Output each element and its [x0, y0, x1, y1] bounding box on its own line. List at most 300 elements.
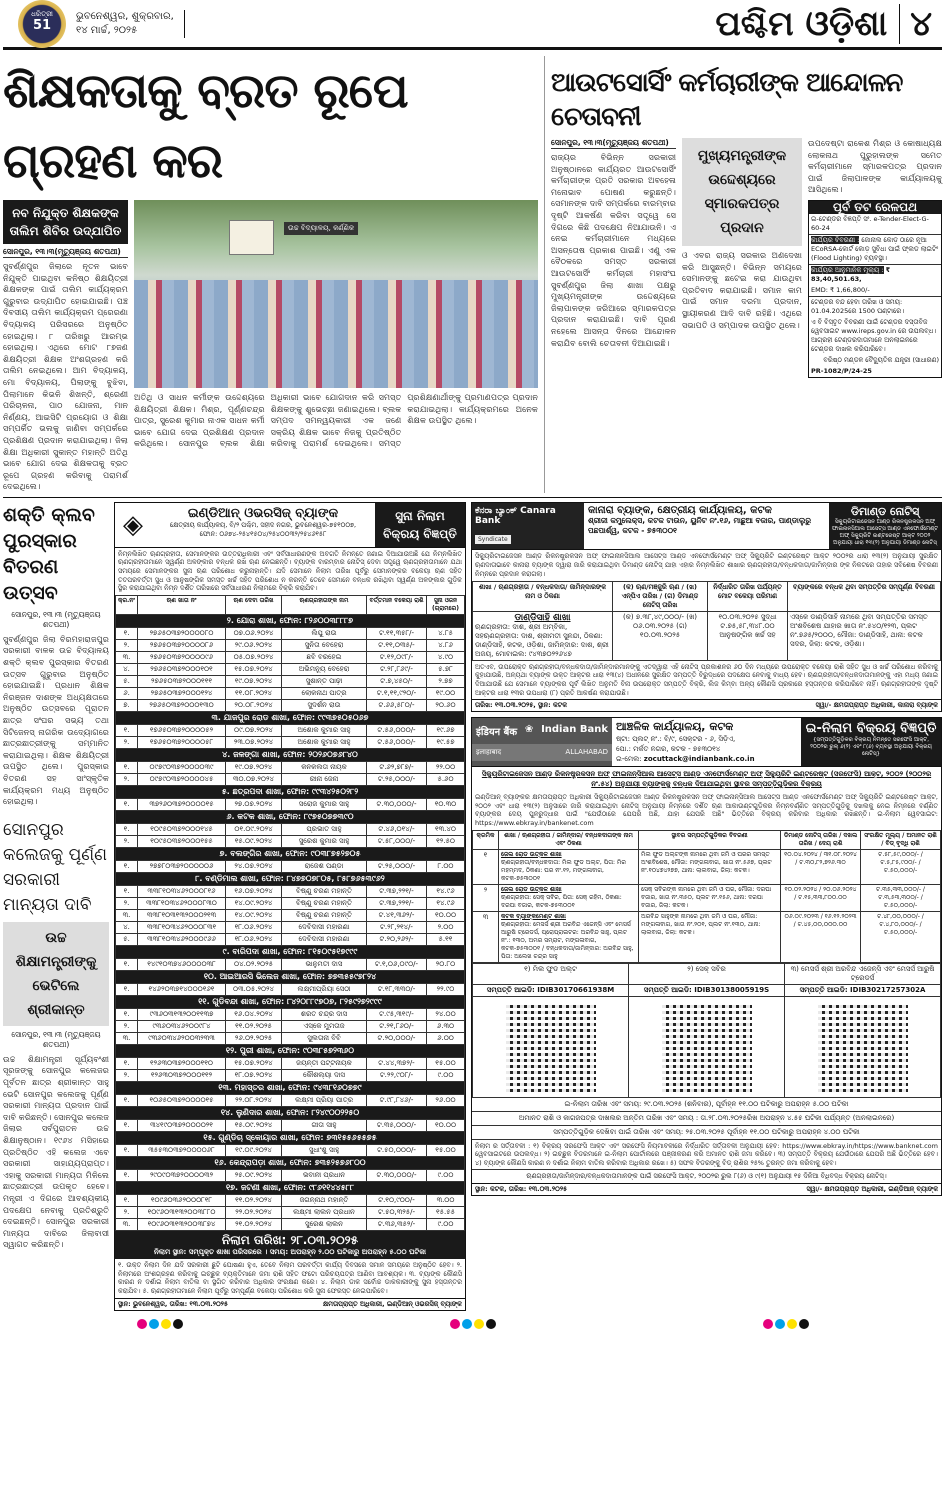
- table-cell: ୯.୦୦: [427, 1169, 465, 1181]
- table-row: [116, 983, 465, 995]
- e-auction-time: ଇ-ନିଲାମ ତାରିଖ ଏବଂ ସମୟ: ୨୯.୦୩.୨୦୨୫ (ଶନିବାର), ପୂର୍ବାହ୍ନ ୧୧.୦୦ ଘଟିକାରୁ ଅପରାହ୍ନ ୫.୦୦ ଘଟିକା: [472, 1098, 941, 1112]
- column-header: କ୍ର.ନଂ: [116, 595, 138, 614]
- table-cell: ଟ.୩୭,୨୨୧/-: [367, 897, 427, 909]
- table-cell: ଅଶୋକ କୁମାର ସାହୁ: [282, 724, 367, 736]
- table-row: [473, 849, 941, 884]
- indian-bank-email[interactable]: zocuttack@indianbank.co.in: [643, 755, 755, 764]
- branch-title: ୫. ଛତ୍ରପଦା ଶାଖା, ଫୋନ: ୯୯୩୪୨୫୦୨୮୨: [116, 785, 465, 798]
- cost-label: କାର୍ଯ୍ୟର ଆନୁମାନିକ ମୂଲ୍ୟ :: [811, 265, 884, 274]
- story-2-headline: ଆଉଟସୋର୍ସିଂ କର୍ମଚାରୀଙ୍କ ଆନ୍ଦୋଳନ ଚେତାବନୀ: [551, 68, 903, 132]
- table-cell: ୧୬.୦୭.୨୦୨୪: [226, 885, 282, 897]
- table-cell: ୧୩.୪୦: [427, 823, 465, 835]
- table-row: [116, 897, 465, 909]
- table-cell: ଗୀତା ସାହୁ: [282, 1119, 367, 1131]
- table-row: [116, 958, 465, 970]
- table-cell: ୧.: [116, 1057, 138, 1069]
- canara-branch: ଡାଣ୍ଡିସାହି ଶାଖା: [514, 612, 571, 623]
- canara-notice-sub: ସିକ୍ୟୁରିଟାଇଜେସନ ଆଣ୍ଡ ରିକନଷ୍ଟ୍ରକସନ ଅଫ୍ ଫାଇନାନସିଆଲ ଆସେଟ୍ସ ଆଣ୍ଡ ଏନଫୋର୍ସମେଣ୍ଟ ଅଫ୍ ସିକ୍ୟୁରିଟି ଇଣ୍ଟରେଷ୍ଟ ଆକ୍ଟ ୨୦୦୨ ଅନୁଯାୟୀ ଧାରା ୧୩(୨) ଅନୁଯାୟୀ ଡିମାଣ୍ଡ ନୋଟିସ୍: [831, 518, 939, 546]
- canara-borrower: ଋଣଗ୍ରହୀତା: ଦାଶ, ଶ୍ରୀ ଅମ୍ବିକା, ସହଋଣଗ୍ରହୀତା: ଦାଶ, ଶ୍ରୀମତୀ ସୁନନ୍ଦା, ଠିକଣା: ଡାଣ୍ଡିସାହି, କଟକ, ଓଡ଼ିଶା, ଜାମିନ୍‌ଦାର: ଦାଶ, ଶ୍ରୀ ଅଜୟ, ମୋବାଇଲ: ୯୪୩୭୦୨୨୬୪୭: [475, 622, 609, 658]
- story-1-body: ସୁବର୍ଣ୍ଣପୁର ଜିଲାରେ ନୂତନ ଭାବେ ନିଯୁକ୍ତି ପାଇଥିବା କନିଷ୍ଠ ଶିକ୍ଷୟିତ୍ରୀ ଶିକ୍ଷକଙ୍କ ପାଇଁ ତାଲିମ କାର୍ଯ୍ୟକ୍ରମ ଗୁରୁବାର ଉଦ୍‌ଯାପିତ ହୋଇଯାଇଛି। ପଞ୍ଚ ଦିବସୀୟ ତାଲିମ କାର୍ଯ୍ୟକ୍ରମ ପ୍ରେରଣା ବିଦ୍ୟାଳୟ ପରିସରରେ ଅନୁଷ୍ଠିତ ହୋଇଥିଲା। ୮ ତାରିଖରୁ ଆରମ୍ଭ ହୋଇଥିଲା। ଏଥିରେ ମୋଟ ୮୭ଜଣ ଶିକ୍ଷୟିତ୍ରୀ ଶିକ୍ଷକ ଅଂଶଗ୍ରହଣ କରି ତାଲିମ ନେଇଥିଲେ। ଆମ ବିଦ୍ୟାଳୟ, ମୋ ବିଦ୍ୟାଳୟ, ପିଲାଙ୍କୁ ବୁଝିବା, ପିଲାମାନେ କିଭଳି ଶିଖନ୍ତି, ଶ୍ରେଣୀ ପରିଚାଳନା, ପାଠ ଯୋଜନା, ମାନ ନିର୍ଣ୍ଣୟ, ଆଇସିଟି ପ୍ରୟୋଗ ଓ ଶିକ୍ଷା ସମ୍ପର୍କିତ ଭଲକୁ ଜାଣିବା ସମ୍ପର୍କରେ ପ୍ରଶିକ୍ଷଣ ପ୍ରଦାନ କରାଯାଇଥିଲା। ଜିଲା ଶିକ୍ଷା ଅଧିକାରୀ ସୁକାନ୍ତ ମହାନ୍ତି ଅତିଥି ଭାବେ ଯୋଗ ଦେଇ ଶିକ୍ଷକତାକୁ ବ୍ରତ ରୂପେ ଗ୍ରହଣ କରିବାକୁ ପରାମର୍ଶ ଦେଇଥିଲେ।: [3, 261, 128, 492]
- table-cell: ଟ.୨୦,୦୦୦/-: [367, 1032, 427, 1044]
- indian-bank-logo-hindi: इंडियन बैंक: [476, 727, 518, 739]
- iob-address: କ୍ଷେତ୍ରୀୟ କାର୍ଯ୍ୟାଳୟ, ବି/୨ ପଶ୍ଚିମ, ସହୀଦ ନଗର, ଭୁବନେଶ୍ୱର-୭୫୧୦୦୭,: [169, 520, 357, 529]
- table-row: [116, 724, 465, 736]
- table-cell: ଶରତ ଚନ୍ଦ୍ର ଦାସ: [282, 1008, 367, 1020]
- qr-label: ୧) ମିଲ ଫୁଡ ଅଲ୍ଟ: [473, 963, 629, 984]
- table-cell: ୨.: [116, 773, 138, 785]
- story-2-body: ରାଜ୍ୟର ବିଭିନ୍ନ ସରକାରୀ ଅନୁଷ୍ଠାନରେ କାର୍ଯ୍ୟରତ ଆଉଟସୋର୍ସିଂ କର୍ମଚାରୀଙ୍କ ପ୍ରତି ସରକାର ଅବହେଳା ମନୋଭାବ ପୋଷଣ କରୁଛନ୍ତି। ସେମାନଙ୍କ ଦାବି ସମ୍ପର୍କରେ ବାରମ୍ବାର ଦୃଷ୍ଟି ଆକର୍ଷଣ କରିବା ସତ୍ତ୍ୱେ ସେ ଦିଗରେ କିଛି ପଦକ୍ଷେପ ନିଆଯାଉନି। ଏ ନେଇ କର୍ମଚାରୀମାନେ ମଧ୍ୟରେ ଅସନ୍ତୋଷ ପ୍ରକାଶ ପାଇଛି। ଏଣୁ ଏକ ବୈଠକରେ ସମସ୍ତ ସରକାରୀ ଆଉଟସୋର୍ସିଂ କର୍ମଚାରୀ ମହାସଂଘ ସୁବର୍ଣ୍ଣପୁର ଜିଲା ଶାଖା ପକ୍ଷରୁ ମୁଖ୍ୟମନ୍ତ୍ରୀଙ୍କ ଉଦ୍ଦେଶ୍ୟରେ ଜିଲାପାଳଙ୍କ ଜରିଆରେ ସ୍ମାରକପତ୍ର ପ୍ରଦାନ କରାଯାଇଛି। ଦାବି ପୂରଣ ନହେଲେ ଆସନ୍ତା ଦିନରେ ଆନ୍ଦୋଳନ କରାଯିବ ବୋଲି ଚେତାବନୀ ଦିଆଯାଇଛି।: [551, 152, 676, 348]
- table-cell: ୨.: [116, 835, 138, 847]
- table-row: [116, 1169, 465, 1181]
- table-cell: ୫.୬୦: [427, 773, 465, 785]
- railway-ref: PR-1082/P/24-25: [811, 366, 872, 375]
- table-cell: ୨୨.୦୦: [427, 761, 465, 773]
- story-2-body-continued: ଓ ଏବର ରାଜ୍ୟ ସରକାର ଅଣଦେଖା କରି ଆସୁଛନ୍ତି। ବିଭିନ୍ନ ସମୟରେ ସେମାନଙ୍କୁ ଛଟେଇ କରା ଯାଉଥିବା ପ୍ରତିବାଦ କରାଯାଇଛି। ସମାନ କାମ ପାଇଁ ସମାନ ଦରମା ପ୍ରଦାନ, ସ୍ଥାୟୀକରଣ ଆଦି ଦାବି ରହିଛି। ଏଥିରେ ସଭାପତି ଓ ସମ୍ପାଦକ ଉପସ୍ଥିତ ଥିଲେ।: [682, 250, 802, 330]
- table-cell: ୨୦.୬୦: [427, 699, 465, 711]
- property-details: ମିଲ ଫୁଡ ଅଲ୍ଟଙ୍କ ନାମରେ ଥିବା ଜମି ଓ ଘରର ସମସ୍ତ ଅଂଶବିଶେଷ, ମୌଜା: ମଙ୍ଗଳାବାଗ, ଖାତା ନଂ.୫୬୭, ପ୍ଲଟ ନଂ.୧୦୪୭୪୨୭୭, ଥାନା: ଲାଲବାଗ, ଜିଲା: କଟକ।: [639, 849, 781, 884]
- column-header: ବ୍ୟାଙ୍କରେ ବନ୍ଧକ ଥିବା ସମ୍ପତ୍ତିର ସମ୍ପୂର୍ଣ୍ଣ ବିବରଣୀ: [788, 581, 941, 611]
- indian-bank-notice-title: ଇ-ନିଲାମ ବିକ୍ରୟ ବିଜ୍ଞପ୍ତି: [805, 721, 937, 737]
- column-header: କ୍ରମିକ: [473, 830, 499, 849]
- property-details: ସେକ୍ ସବିରଙ୍କ ନାମରେ ଥିବା ଜମି ଓ ଘର, ମୌଜା: ଦରଘା ବଜାର, ଖାତା ନଂ.୩୫୦, ପ୍ଲଟ ନଂ.୧୫୬, ଥାନା: ଦରଘା ବଜାର, ଜିଲା: କଟକ।: [639, 884, 781, 911]
- registration-dots: [449, 1314, 497, 1333]
- story-4-headline: ସୋନପୁର କଲେଜକୁ ପୂର୍ଣ୍ଣ ସରକାରୀ ମାନ୍ୟତା ଦାବି: [3, 819, 108, 915]
- table-cell: ୨୨.୯୦: [427, 983, 465, 995]
- table-row: [116, 699, 465, 711]
- demand-details: ୦୬.୦୯.୨୦୨୩ / ୧୬.୧୨.୨୦୨୩ / ଟ.୪୫,୦୦,୦୦୦.୦୦: [781, 911, 861, 962]
- logo-text: ଧରିତ୍ରୀ: [31, 9, 53, 18]
- table-cell: ୨୭୬୫୦୩୭୨୦୦୦୧୩୦: [138, 699, 226, 711]
- canara-dues: ୧୦.୦୩.୨୦୨୫ ସୁଦ୍ଧା ଟ.୭୫,୫୮,୩୪୮.୦୦ ଆନୁଷଙ୍ଗିକ ଖର୍ଚ୍ଚ ସହ: [708, 611, 788, 660]
- canara-notice-title: ଡିମାଣ୍ଡ ନୋଟିସ୍: [850, 504, 920, 518]
- table-cell: ୧୫.୦୦: [427, 1057, 465, 1069]
- table-cell: ୪.୮୫: [427, 627, 465, 639]
- table-cell: ଟ.୩୦,୦୦୦/-: [367, 798, 427, 810]
- table-cell: ଟ.୪୬,୦୧୪/-: [367, 823, 427, 835]
- iob-auction-table: [115, 595, 465, 1231]
- table-cell: ଟ.୨୮,୨୧୪/-: [367, 921, 427, 933]
- registration-dots: [762, 1314, 810, 1333]
- table-cell: ୯.୦୦: [427, 1069, 465, 1081]
- registration-dots: [136, 1314, 184, 1333]
- branch-title: ୩. ଯାଜପୁର ରୋଡ ଶାଖା, ଫୋନ: ୯୯୩୭୫୦୫୦୬୭: [116, 711, 465, 724]
- canara-date: ତାରିଖ: ୧୩.୦୩.୨୦୨୫, ସ୍ଥାନ: କଟକ: [475, 701, 568, 710]
- table-cell: ୧.: [116, 983, 138, 995]
- table-cell: ସୁରେଶ ଲାଲନ: [282, 1218, 367, 1230]
- closing-date: ଟେଣ୍ଡର ବନ୍ଦ ହେବା ତାରିଖ ଓ ସମୟ: 01.04.2025ରେ 1500 ଘଣ୍ଟାରେ।: [809, 296, 941, 317]
- table-cell: ୨୯୦୯୦୩୭୨୦୦୦୦୩୨: [138, 1169, 226, 1181]
- table-cell: ଟ.୫୮,୦୦୦/-: [367, 835, 427, 847]
- table-cell: ଛବି ବରହେଇ: [282, 651, 367, 663]
- table-cell: ୨.: [116, 1069, 138, 1081]
- reserve-price: ଟ.୫୮,୫୯,୦୦୦/- / ଟ.୫,୮୫,୯୦୦/- / ଟ.୫୦,୦୦୦/-: [861, 849, 941, 884]
- story-3-headline: ଶକ୍ତି କ୍ଲବ ପୁରସ୍କାର ବିତରଣ ଉତ୍ସବ: [3, 503, 95, 604]
- table-cell: ୧.: [116, 823, 138, 835]
- demand-details: ୧୦.୦୪.୨୦୨୪ / ୩୧.୦୮.୨୦୨୪ / ଟ.୩୦,୮୨,୭୨୬.୩୦: [781, 849, 861, 884]
- column-header: ଋଣଗ୍ରହୀତାଙ୍କ ନାମ: [282, 595, 367, 614]
- table-cell: ୧୧.୦୨.୨୦୨୫: [226, 1020, 282, 1032]
- table-cell: ଟ.୩୦,୦୦୦/-: [367, 1169, 427, 1181]
- story-4-subhead: ଉଚ୍ଚ ଶିକ୍ଷାମନ୍ତ୍ରୀଙ୍କୁ ଭେଟିଲେ ଶ୍ରୀକାନ୍ତ: [3, 922, 109, 1026]
- table-cell: ରୀନା ଜେନା: [282, 773, 367, 785]
- table-cell: ୧୧.୦୮.୨୦୨୪: [226, 687, 282, 699]
- table-cell: ୧୨୬୩୦୩୭୨୦୦୦୧୧୦: [138, 1057, 226, 1069]
- table-cell: ୨୧.୦୨.୨୦୨୪: [226, 1218, 282, 1230]
- branch-section-header: [116, 785, 465, 798]
- table-cell: ୧୪୬୨୦୩୭୧୪୦୦୦୧୬୧: [138, 983, 226, 995]
- canara-intro: ସିକ୍ୟୁରିଟାଇଜେସନ ଆଣ୍ଡ ରିକନଷ୍ଟ୍ରକସନ ଅଫ୍ ଫାଇନାନସିଆଲ ଆସେଟ୍ସ ଆଣ୍ଡ ଏନଫୋର୍ସମେଣ୍ଟ ଅଫ୍ ସିକ୍ୟୁରିଟି ଇଣ୍ଟରେଷ୍ଟ ଆକ୍ଟ ୨୦୦୨ର ଧାରା ୧୩(୨) ଅନୁଯାୟୀ ସୁରକ୍ଷିତ ଋଣଦାତାଭାବେ କାନାରା ବ୍ୟାଙ୍କ ଦ୍ୱାରା ଜାରି କରାଯାଇଥିବା ଡିମାଣ୍ଡ ନୋଟିସ୍ ଯାହା ଏହାର ନିମ୍ନଲିଖିତ ଶାଖାର ଋଣଗ୍ରହୀତା/ବନ୍ଧକଦାତା/ଜାମିନ୍‌ଦାର ଙ୍କ ନିକଟରେ ତାହାର ସବିଶେଷ ବିବରଣୀ ନିମ୍ନରେ ପ୍ରଦାନ କରାଗଲା।: [475, 551, 938, 578]
- table-cell: ଲକ୍ଷ୍ମୀ ଲାଲନ ପ୍ରଧାନ: [282, 1206, 367, 1218]
- table-cell: ୩୩୮୧୦୩୧୩୨୦୦୦୨୧୩: [138, 909, 226, 921]
- branch-title: ୯. ବାରିପଦା ଶାଖା, ଫୋନ: ୮୧୫୦୯୫୧୭୯୯୯: [116, 945, 465, 958]
- table-row: [116, 798, 465, 810]
- canara-loan: (କ) ୭.୩୮,୪୯,୦୦୦/- (ଖ) ୦୬.୦୩.୨୦୨୫ (ଗ) ୧୦.୦୩.୨୦୨୫: [613, 611, 708, 660]
- table-row: [116, 736, 465, 748]
- table-row: [116, 860, 465, 872]
- indian-bank-property-table: [472, 830, 941, 963]
- tender-number: ଇ-ଟେଣ୍ଡର ବିଜ୍ଞପ୍ତି ସଂ. e-Tender-Elect-G-60-24: [809, 214, 941, 235]
- table-cell: ୧୯.୦୭.୨୦୨୪: [226, 761, 282, 773]
- table-cell: ୧.: [116, 1169, 138, 1181]
- table-cell: ସୁଧାଂଶୁ ସାହୁ: [282, 1144, 367, 1156]
- table-row: [116, 1119, 465, 1131]
- table-cell: କୌଶଲ୍ୟା ଦାସ: [282, 1069, 367, 1081]
- branch-section-header: [116, 1044, 465, 1057]
- table-cell: ୧୯.୦୯.୨୦୨୪: [226, 1144, 282, 1156]
- table-cell: ୧୪.୯୬: [427, 885, 465, 897]
- table-cell: ୨.୭୭: [427, 675, 465, 687]
- branch-section-header: [116, 1106, 465, 1119]
- table-row: [116, 639, 465, 651]
- table-cell: ୨୭୭୮୦୩୭୨୦୦୦୦୦୬: [138, 860, 226, 872]
- branch-section-header: [116, 1156, 465, 1169]
- property-id: ସମ୍ପତ୍ତି ଆଇଡି: IDIB30217257302A: [785, 984, 941, 996]
- table-cell: ୦୫.୦୭.୨୦୨୪: [226, 651, 282, 663]
- table-cell: ଟ.୩୫,୦୦୦/-: [367, 1119, 427, 1131]
- table-cell: ଟ.୬୨,୭୮୭/-: [367, 761, 427, 773]
- email-label: ଇ-ମେଲ:: [616, 755, 642, 764]
- table-cell: ଅଭିମନ୍ୟୁ ବେହେରା: [282, 663, 367, 675]
- railway-title: ପୂର୍ବ ତଟ ରେଳପଥ: [809, 201, 941, 214]
- story-1-headline: ଶିକ୍ଷକତାକୁ ବ୍ରତ ରୂପେ ଗ୍ରହଣ କର: [3, 63, 408, 189]
- borrower-details: ଋଣଗ୍ରହୀତା: ସେକ୍ ସବିର, ପିତା: ସେକ୍ ରହିମ, ଠିକଣା: ଦରଘା ବଜାର, କଟକ-୭୫୩୦୦୧: [501, 893, 622, 909]
- borrower-cell: [499, 849, 639, 884]
- iob-auction-date: ନିଲାମ ତାରିଖ: ୨୮.୦୩.୨୦୨୫: [221, 1232, 359, 1247]
- table-row: [116, 1144, 465, 1156]
- indian-bank-notice-sub: {ସମ୍ପତ୍ତିଗୁଡ଼ିକର ବିକ୍ରୟ ନିମନ୍ତେ ସରଫେସି ଆକ୍ଟ, ୨୦୦୨ର ରୁଲ୍ ୬(୨) ଏବଂ ୮(୬) ବ୍ୟବସ୍ଥା ଅନୁଯାୟୀ ବିକ୍ରୟ ନୋଟିସ୍}: [810, 737, 932, 758]
- table-row: [116, 1057, 465, 1069]
- table-cell: ସୁରେଶ କୁମାର ସାହୁ: [282, 835, 367, 847]
- branch-title: ୧୩. ମହାସ୍ତର ଶାଖା, ଫୋନ: ୯୪୩୮୧୬୦୭୭୯: [116, 1081, 465, 1094]
- table-cell: ୧୯.୦୦: [427, 687, 465, 699]
- railway-body: ଏ ବି ବିସ୍ତୃତ ବିବରଣୀ ପାଇଁ ଟେଣ୍ଡର ଦସ୍ତାବିଜ ୱେବସାଇଟ www.ireps.gov.in ରେ ଉପଲବ୍ଧ। ଆଗ୍ରହୀ ଟେଣ୍ଡରଦାତାମାନେ ଅନଲାଇନରେ ଟେଣ୍ଡର ଦାଖଲ କରିପାରିବେ।: [811, 317, 937, 353]
- table-cell: ୧.: [116, 1008, 138, 1020]
- table-cell: ରାଜେଶ ପଣ୍ଡା: [282, 860, 367, 872]
- table-cell: ୧୪୯୧୦୩୭୪୬୦୦୦୦୩୮: [138, 958, 226, 970]
- iob-signature: କ୍ଷମତାପ୍ରାପ୍ତ ଅଧିକାରୀ, ଇଣ୍ଡିଆନ୍ ଓଭରସିଜ୍ ବ୍ୟାଙ୍କ: [322, 1300, 462, 1309]
- table-cell: ଲୋକନାଥ ପାତ୍ର: [282, 687, 367, 699]
- table-cell: ଦେବିଦାସୀ ମହାରଣା: [282, 933, 367, 945]
- table-cell: ଟ.୧୧,୦୩୫/-: [367, 639, 427, 651]
- property-id: ସମ୍ପତ୍ତି ଆଇଡି: IDIB30138005919S: [629, 984, 785, 996]
- table-cell: ୨୯.୦୬.୨୦୨୪: [226, 639, 282, 651]
- story-4-body: ଉଚ୍ଚ ଶିକ୍ଷାମନ୍ତ୍ରୀ ସୂର୍ଯ୍ୟବଂଶୀ ସୂରଜଙ୍କୁ ସୋନପୁର କଲେଜର ପୂର୍ବତନ ଛାତ୍ର ଶ୍ରୀକାନ୍ତ ସାହୁ ଭେଟି ସୋନପୁର କଲେଜକୁ ପୂର୍ଣ୍ଣ ସରକାରୀ ମାନ୍ୟତା ପ୍ରଦାନ ପାଇଁ ଦାବି କରିଛନ୍ତି। ସୋନପୁର କଲେଜ ଜିଲାର ସର୍ବପୁରାତନ ଉଚ୍ଚ ଶିକ୍ଷାନୁଷ୍ଠାନ। ୧୯୬୪ ମସିହାରେ ପ୍ରତିଷ୍ଠିତ ଏହି କଲେଜ ଏବେ ସରକାରୀ ସାହାଯ୍ୟପ୍ରାପ୍ତ। ଏହାକୁ ସରକାରୀ ମାନ୍ୟତା ମିଳିଲେ ଛାତ୍ରଛାତ୍ରୀ ଉପକୃତ ହେବେ। ମନ୍ତ୍ରୀ ଏ ଦିଗରେ ଆବଶ୍ୟକୀୟ ପଦକ୍ଷେପ ନେବାକୁ ପ୍ରତିଶ୍ରୁତି ଦେଇଛନ୍ତି। ସୋନପୁର ସରକାରୀ ମାନ୍ୟତା ଦାବିରେ ଜିଲାବାସୀ ସ୍ୱାଗତ କରିଛନ୍ତି।: [3, 1053, 109, 1250]
- table-cell: ୩.: [116, 1218, 138, 1230]
- indian-bank-place-date: ସ୍ଥାନ: କଟକ, ତାରିଖ: ୧୩.୦୩.୨୦୨୫: [475, 1185, 568, 1194]
- qr-code-icon[interactable]: [506, 1002, 596, 1092]
- table-cell: ୨.: [116, 897, 138, 909]
- branch-section-header: [116, 1131, 465, 1144]
- canara-demand-notice-ad: [471, 502, 942, 712]
- row-number: ୩: [473, 911, 499, 962]
- qr-cell: [629, 996, 785, 1097]
- table-cell: ୧୯.୦୭.୨୦୨୪: [226, 675, 282, 687]
- branch-name: ଜେଲ ରୋଡ ଉତ୍କଳ ଶାଖା: [501, 885, 562, 893]
- table-cell: ୧୫.୦୯.୨୦୨୪: [226, 1119, 282, 1131]
- qr-code-icon[interactable]: [662, 1002, 752, 1092]
- allahabad-en: ALLAHABAD: [565, 748, 608, 757]
- table-cell: ୦୯୭୯୦୩୭୨୦୦୦୦୩୯: [138, 761, 226, 773]
- inspection-time: ସମ୍ପତ୍ତିଗୁଡ଼ିକ ଦେଖିବା ପାଇଁ ତାରିଖ ଏବଂ ସମୟ: ୨୫.୦୩.୨୦୨୫ ପୂର୍ବାହ୍ନ ୧୧.୦୦ ଘଟିକାରୁ ଅପରାହ୍ନ ୪.୦୦ ଘଟିକା: [472, 1126, 941, 1140]
- table-cell: ଟ.୩୭,୨୨୧/-: [367, 885, 427, 897]
- indian-bank-terms: ନିଲାମ ର ସର୍ତ୍ତାବଳୀ : ୧) ବିକ୍ରୟ ସରଫେସି ଆକ୍ଟ ଏବଂ ସରଫେସି ନିୟମାବଳୀରେ ନିର୍ଦ୍ଧାରିତ ସର୍ତ୍ତାବଳୀ ଅନୁଯାୟୀ ହେବ: https://www.ebkray.in/https://www.banknet.com ୱେବସାଇଟରେ ଉପଲବ୍ଧ। ୨) ଇଚ୍ଛୁକ ବିଡରମାନେ ଇ-ନିଲାମ ପୋର୍ଟାଲରେ ପଞ୍ଜୀକରଣ କରି ଅମାନତ ରାଶି ଜମା କରିବେ। ୩) ସମ୍ପତ୍ତି ବିକ୍ରୟ ଯେଉଁଠାରେ ଯେପରି ଅଛି ଭିତ୍ତିରେ ହେବ। ୪) ବ୍ୟାଙ୍କ କୌଣସି କାରଣ ନ ଦର୍ଶାଇ ନିଲାମ ବାତିଲ କରିବାର ଅଧିକାର ରଖେ। ୫) ସଫଳ ବିଡରଙ୍କୁ ବିଡ୍ ରାଶିର ୨୫% ତୁରନ୍ତ ଜମା କରିବାକୁ ହେବ।: [475, 1141, 938, 1167]
- railway-signature: ବରିଷ୍ଠ ମଣ୍ଡଳ ବୈଦ୍ୟୁତିକ ଯନ୍ତ୍ରୀ (ସାଧାରଣ): [823, 355, 939, 364]
- table-row: [116, 1094, 465, 1106]
- table-cell: ୧୦.୩୦: [427, 798, 465, 810]
- table-cell: ୬.୩୦: [427, 1020, 465, 1032]
- story-2-body-end: ଉପଦେଷ୍ଟା ରାକେଶ ମିଶ୍ର ଓ କୋଷାଧ୍ୟକ୍ଷ ଲୋକନାଥ ପୁରୁହାଲଙ୍କ ସମେତ କର୍ମଚାରୀମାନେ ସ୍ମାରକପତ୍ର ପ୍ରଦାନ ପାଇଁ ଜିଲାପାଳଙ୍କ କାର୍ଯ୍ୟାଳୟକୁ ଆସିଥିଲେ।: [808, 138, 942, 195]
- table-cell: ୨୭.୦୭.୨୦୨୪: [226, 798, 282, 810]
- column-header: ଡିମାଣ୍ଡ ନୋଟିସ୍ ତାରିଖ / ଦଖଲ ତାରିଖ / ଦେୟ ରାଶି: [781, 830, 861, 849]
- table-cell: ୩.୦୦: [427, 1194, 465, 1206]
- column-header: ବର୍ତ୍ତମାନ ବକେୟା ରାଶି: [367, 595, 427, 614]
- table-cell: ୧୯.୬୭: [427, 724, 465, 736]
- logo: [18, 0, 66, 48]
- table-cell: ୧୦୯୫୦୩୭୨୦୦୦୧୪୫: [138, 823, 226, 835]
- borrower-cell: [499, 884, 639, 911]
- table-cell: ଜୟନ୍ତୀ ପଟ୍ଟନାୟକ: [282, 1057, 367, 1069]
- table-cell: ୯୩୬୦୩୪୬୨୦୦୯୮୪: [138, 1020, 226, 1032]
- table-cell: ଟ.୫୦,୦୦୦/-: [367, 1144, 427, 1156]
- table-cell: ୪.୮୬: [427, 639, 465, 651]
- table-cell: କନକଲତା ନାୟକ: [282, 761, 367, 773]
- iob-phone: ଫୋନ: ୦୬୭୪-୨୫୪୧୫୦୪/୨୫୪୦୦୩୨/୨୫୪୬୧୫୮: [199, 529, 327, 538]
- syndicate-logo: Syndicate: [475, 535, 511, 544]
- table-cell: ୨୪.୦୭.୨୦୨୪: [226, 860, 282, 872]
- table-row: [116, 663, 465, 675]
- banner-sign: [229, 220, 274, 255]
- table-cell: ୧.: [116, 798, 138, 810]
- table-cell: ୯୩୬୦୩୪୬୨୦୦୩୨୩୩: [138, 1032, 226, 1044]
- indian-bank-intro: ଇଣ୍ଡିଆନ୍ ବ୍ୟାଙ୍କର କ୍ଷମତାପ୍ରାପ୍ତ ଅଧିକାରୀ ସିକ୍ୟୁରିଟାଇଜେସନ ଆଣ୍ଡ ରିକନଷ୍ଟ୍ରକସନ ଅଫ୍ ଫାଇନାନ୍ସିଆଲ ଆସେଟ୍ସ ଆଣ୍ଡ ଏନଫୋର୍ସମେଣ୍ଟ ଅଫ୍ ସିକ୍ୟୁରିଟି ଇଣ୍ଟରେଷ୍ଟ ଆକ୍ଟ, ୨୦୦୨ ଏବଂ ଧାରା ୧୩(୨) ଅନୁସାରେ ଜାରି କରାଯାଇଥିବା ନୋଟିସ୍ ଅନୁଯାୟୀ ନିମ୍ନରେ ଦର୍ଶିତ ଋଣ ଆକାଉଣ୍ଟଗୁଡ଼ିକର ନିମ୍ନବର୍ଣ୍ଣିତ ସମ୍ପତ୍ତିଗୁଡ଼ିକୁ ଦଖଲକୁ ନେଇ ନିମ୍ନରେ ବର୍ଣ୍ଣିତ ବ୍ୟାଙ୍କର ଦେୟ ପୁନରୁଦ୍ଧାର ପାଇଁ "ଯେଉଁଠାରେ ଯେପରି ଅଛି, ଯାହା ଯେପରି ଅଛି" ଭିତ୍ତିରେ ବିକ୍ରୟ କରିବାର ଅଧିକାର ରଖିଛନ୍ତି। ଇ-ନିଲାମ ୱେବସାଇଟ: https://www.ebkray.in/bankenet.com: [475, 793, 938, 828]
- table-row: [116, 921, 465, 933]
- reserve-price: ଟ.୩୫,୩୩,୦୦୦/- / ଟ.୩,୫୩,୩୦୦/- / ଟ.୫୦,୦୦୦/-: [861, 884, 941, 911]
- table-cell: ୧୮.୦୬.୨୦୨୪: [226, 933, 282, 945]
- table-row: [473, 911, 941, 962]
- allahabad-hindi: इलाहाबाद: [476, 748, 502, 757]
- branch-title: ୪. ଜଳଙ୍ଗା ଶାଖା, ଫୋନ: ୨୦୨୬୦୭୬୮୪୦: [116, 748, 465, 761]
- table-cell: ୧.: [116, 761, 138, 773]
- table-cell: ଜଗନ୍ନାଥ ମହାନ୍ତି: [282, 1194, 367, 1206]
- dateline-city: ଭୁବନେଶ୍ୱର, ଶୁକ୍ରବାର,: [76, 10, 174, 22]
- table-cell: ଟ.୬୬,୫୮୦/-: [367, 699, 427, 711]
- property-details: ଅରବିନ୍ଦ ସାହୁଙ୍କ ନାମରେ ଥିବା ଜମି ଓ ଘର, ମୌଜା: ମଙ୍ଗଳାବାଗ, ଖାତା ନଂ.୨୦୧, ପ୍ଲଟ ନଂ.୧୩୦, ଥାନା: ଲାଲବାଗ, ଜିଲା: କଟକ।: [639, 911, 781, 962]
- table-cell: ୫.୧୧: [427, 933, 465, 945]
- demand-details: ୧୦.୦୨.୨୦୨୪ / ୨୦.୦୬.୨୦୨୪ / ଟ.୧୫,୩୩,୮୦୦.୦୦: [781, 884, 861, 911]
- table-cell: ଟ.୫୬,୦୦୦/-: [367, 736, 427, 748]
- canara-notice-table: [472, 581, 941, 661]
- table-cell: ୧.: [116, 1094, 138, 1106]
- table-cell: ୩.: [116, 909, 138, 921]
- table-cell: ୦୯.୦୭.୨୦୨୪: [226, 724, 282, 736]
- table-cell: ଟ.୧୦,୯୦୦/-: [367, 1194, 427, 1206]
- table-cell: ୨୦.୦୮.୨୦୨୪: [226, 699, 282, 711]
- masthead: [3, 0, 942, 50]
- table-cell: ଟ.୧,୧୧,୯୨୦/-: [367, 687, 427, 699]
- table-cell: ୧.: [116, 1194, 138, 1206]
- table-cell: ୧୮.୦୭.୨୦୨୪: [226, 1069, 282, 1081]
- column-header: ଶାଖା / ଋଣଗ୍ରହୀତା / ଜାମିନ୍‌ଦାର/ ବନ୍ଧକଦାତାଙ୍କ ନାମ ଏବଂ ଠିକଣା: [499, 830, 639, 849]
- table-cell: ୦୪.୦୨.୨୦୨୫: [226, 958, 282, 970]
- table-cell: ଲିପୁ ରାଉ: [282, 627, 367, 639]
- story-4-dateline: ସୋନପୁର, ୧୩।୩ (ମୃତ୍ୟୁଞ୍ଜୟ ଶତପଥୀ): [11, 1029, 101, 1049]
- table-row: [116, 1020, 465, 1032]
- railway-tender-ad: [808, 200, 942, 378]
- qr-label: ୨) ସେକ୍ ସବିର: [629, 963, 785, 984]
- table-cell: ପ୍ରଭାତ ସାହୁ: [282, 823, 367, 835]
- branch-title: ୧୫. ଗୁଣ୍ଡିଚା ସ୍କୋୟାର ଶାଖା, ଫୋନ: ୭୩୧୫୫୬୫୫୭୫: [116, 1131, 465, 1144]
- branch-section-header: [116, 847, 465, 860]
- table-cell: ୭.: [116, 699, 138, 711]
- table-row: [116, 933, 465, 945]
- table-cell: ୨୬.୦୨.୨୦୨୫: [226, 1032, 282, 1044]
- registration-marks: [3, 1315, 942, 1332]
- row-number: ୧: [473, 849, 499, 884]
- table-cell: ୧୪.୦୯.୨୦୨୪: [226, 909, 282, 921]
- table-cell: ୦୯୭୯୦୩୭୨୦୦୦୦୪୫: [138, 773, 226, 785]
- table-cell: ୪.: [116, 663, 138, 675]
- table-cell: ଲକ୍ଷ୍ମୀ ପ୍ରିୟା ପାତ୍ର: [282, 1094, 367, 1106]
- cost-value: ₹ 83,40,501.63,: [811, 265, 891, 283]
- table-cell: ୧.: [116, 1144, 138, 1156]
- table-cell: ୦୧.୦୯.୨୦୨୪: [226, 823, 282, 835]
- table-row: [116, 1194, 465, 1206]
- table-row: [116, 885, 465, 897]
- table-cell: ଟ.୪୪,୩୭୨/-: [367, 1057, 427, 1069]
- row-number: ୨: [473, 884, 499, 911]
- table-cell: ୧୪.୦୯.୨୦୨୪: [226, 897, 282, 909]
- table-cell: ସୁଦର୍ଶନ ରାଉ: [282, 699, 367, 711]
- table-cell: ଭବାନୀ ପ୍ରଧାନ: [282, 1169, 367, 1181]
- column-header: (କ) ଋଣ/ମଞ୍ଜୁରି ଋଣ / (ଖ) ଏନ୍‌ପିଏ ତାରିଖ / (ଗ) ଡିମାଣ୍ଡ ନୋଟିସ୍ ତାରିଖ: [613, 581, 708, 611]
- branch-section-header: [116, 1181, 465, 1194]
- table-cell: ୩୩୮୧୦୩୪୬୨୦୦୦୮୩୦: [138, 897, 226, 909]
- iob-intro: ନିମ୍ନଲିଖିତ ଋଣଗ୍ରହୀତା, ସେମାନଙ୍କର ଉତ୍ତରାଧିକାରୀ ଏବଂ ସର୍ବସାଧାରଣଙ୍କ ଅବଗତି ନିମନ୍ତେ ଜଣାଇ ଦିଆଯାଉଅଛି ଯେ ନିମ୍ନଲିଖିତ ଋଣଗ୍ରହୀତାମାନେ ସ୍ୱର୍ଣ୍ଣ ଅଳଙ୍କାର ବନ୍ଧକ ରଖି ଋଣ ନେଇଛନ୍ତି। ବ୍ୟାଙ୍କ ବାରମ୍ବାର ନୋଟିସ୍ ଦେବା ସତ୍ତ୍ୱେ ଋଣଗ୍ରହୀତାମାନେ ଯଥା ସମୟରେ ସେମାନଙ୍କର ସୁନା ଋଣ ପରିଶୋଧ କରୁନାହାନ୍ତି। ଯଦି ସେମାନେ ନିଲାମ ତାରିଖ ପୂର୍ବରୁ ସେମାନଙ୍କର ବକେୟା ଋଣ ସହିତ ତତପରବର୍ତ୍ତୀ ସୁଧ ଓ ଆନୁଷଙ୍ଗିକ ସମସ୍ତ ଖର୍ଚ୍ଚ ସହିତ ପରିଶୋଧ ନ କରନ୍ତି ତେବେ ସେମାନେ ବନ୍ଧକ ରଖିଥିବା ସ୍ୱର୍ଣ୍ଣ ଅଳଙ୍କାର ଗୁଡ଼ିକ ସ୍ଥିର କରାଯାଇଥିବା ନିମ୍ନ ଦର୍ଶିତ ତାରିଖରେ ସର୍ବସାଧାରଣ ନିଲାମରେ ବିକ୍ରି କରାଯିବ।: [118, 549, 462, 593]
- table-cell: ୩୦.୦୭.୨୦୨୪: [226, 773, 282, 785]
- indian-bank-office: ଆଞ୍ଚଳିକ କାର୍ଯ୍ୟାଳୟ, କଟକ: [616, 720, 734, 734]
- branch-title: ୭. ବଲଙ୍ଗିର ଶାଖା, ଫୋନ: ୯୦୩୮୭୫୨୭୦୫: [116, 847, 465, 860]
- table-cell: ୪.୯୦: [427, 651, 465, 663]
- borrower-details: ଋଣଗ୍ରହୀତା/ବନ୍ଧକଦାତା: ମିଲ ଫୁଡ ଅଲ୍ଟ, ପିତା: ମିର ମହମ୍ମଦ, ଠିକଣା: ଘର ନଂ.୧୨, ମଙ୍ଗଳାବାଗ, କଟକ-୭୫୩୦୦୧: [501, 858, 626, 882]
- table-cell: ୨୫.୦୯.୨୦୨୪: [226, 1169, 282, 1181]
- table-cell: ୨୭୬୫୦୩୭୨୦୦୦୧୦୧: [138, 663, 226, 675]
- table-cell: ୧୭୬୫୦୩୭୨୦୦୦୦୫୮: [138, 736, 226, 748]
- table-row: [116, 651, 465, 663]
- branch-title: ୬. କଟକ ଶାଖା, ଫୋନ: ୮୯୭୫୦୭୭୩୯୦: [116, 810, 465, 823]
- table-cell: ୧୮.୦୬.୨୦୨୪: [226, 921, 282, 933]
- branch-title: ୮. ବଣ୍ଡିମାଲ ଶାଖା, ଫୋନ: ୮୪୭୭୦୭୮୦୫, ୮୫୮୭୬୫୩୯୬୨: [116, 872, 465, 885]
- table-cell: ୬.୦୦: [427, 1032, 465, 1044]
- table-cell: ୩୩୮୧୦୩୪୬୨୦୦୦୮୧୬: [138, 885, 226, 897]
- indian-bank-address-2: ପୋ.: ମର୍କତ ନଗର, କଟକ - ୭୫୩୦୧୪: [616, 745, 721, 754]
- work-label: କାର୍ଯ୍ୟର ବିବରଣୀ :: [811, 235, 860, 244]
- table-cell: ୨.: [116, 1206, 138, 1218]
- canara-logo: ಕೆನರಾ ಬ್ಯಾಂಕ್ Canara Bank: [475, 505, 556, 526]
- table-cell: ୧୦.୦୦: [427, 1119, 465, 1131]
- table-cell: ୬.: [116, 687, 138, 699]
- table-row: [116, 1032, 465, 1044]
- table-cell: ୧୨.୫୦: [427, 835, 465, 847]
- canara-address: ଶ୍ରୀଜୀ କମ୍ପ୍ଲେକ୍ସ, କଟକ ଟାଉନ, ୟୁନିଟ ନଂ.୧୬, ମାଛୁଆ ବଜାର, ପାଣ୍ଡାଲୁରୁ ପଛପାର୍ଶ୍ୱ, କଟକ - ୭୫୩୦୦୧: [588, 515, 812, 535]
- photo-banner: ଉଚ୍ଚ ବିଦ୍ୟାଳୟ, କର୍ଣ୍ଣିକ: [284, 222, 358, 235]
- table-cell: ୫.: [116, 933, 138, 945]
- qr-code-icon[interactable]: [818, 1002, 908, 1092]
- table-cell: ୩୫୫୩୦୩୭୨୦୦୦୦୬୮: [138, 1144, 226, 1156]
- table-row: [116, 1008, 465, 1020]
- group-of-teachers: [134, 280, 538, 388]
- table-row: [473, 884, 941, 911]
- qr-code-table: [472, 963, 941, 1098]
- branch-name: କଟକ ବ୍ୟାଙ୍କମେଣ୍ଟ ଶାଖା: [501, 912, 566, 920]
- borrower-details: ଋଣଗ୍ରହୀତା: ମେସର୍ସ ଶ୍ରୀ ଅରବିନ୍ଦ ଏଜେନ୍ସି ଏବଂ ମେସର୍ସ ଆରୁଷି ଟ୍ରେଡର୍ସ, ପ୍ରୋପ୍ରାଇଟର: ଅରବିନ୍ଦ ସାହୁ, ପ୍ଲଟ ନଂ.: ୧୩୦, ଅମର ସମ୍ରାଟ, ମଙ୍ଗଳାବାଗ, କଟକ-୭୫୩୦୦୧ / ବନ୍ଧକଦାତା/ଜାମିନ୍‌ଦାର: ଅରବିନ୍ଦ ସାହୁ, ପିତା: ଅଲେଖ ଚନ୍ଦ୍ର ସାହୁ: [501, 920, 634, 960]
- dateline: [76, 10, 185, 38]
- table-cell: ୯.୦୦: [427, 1218, 465, 1230]
- iob-place-date: ସ୍ଥାନ: ଭୁବନେଶ୍ୱର, ତାରିଖ: ୧୩.୦୩.୨୦୨୫: [118, 1300, 228, 1309]
- table-cell: ଟ.୧୧,୩୫୮/-: [367, 627, 427, 639]
- table-cell: ୨.: [116, 736, 138, 748]
- indian-bank-e-auction-ad: [471, 717, 942, 1196]
- reserve-price: ଟ.୪୮,୦୦,୦୦୦/- / ଟ.୪,୮୦,୦୦୦/- / ଟ.୫୦,୦୦୦/-: [861, 911, 941, 962]
- table-cell: ୧୫.୦୦: [427, 1144, 465, 1156]
- borrower-cell: [499, 911, 639, 962]
- table-cell: ବିଷ୍ଣୁ ଚରଣ ମହାନ୍ତି: [282, 885, 367, 897]
- branch-section-header: [116, 945, 465, 958]
- story-3-dateline: ସୋନପୁର, ୧୩।୩ (ମୃତ୍ୟୁଞ୍ଜୟ ଶତପଥୀ): [11, 609, 101, 629]
- table-cell: ସୁନିତା ବେହେରା: [282, 639, 367, 651]
- top-stories: [3, 56, 942, 498]
- branch-title: ୨. ଯୋରା ଶାଖା, ଫୋନ: ୮୨୬୦୦୩୮୮୮୭: [116, 614, 465, 627]
- table-cell: ୦୩.୦୫.୨୦୨୪: [226, 983, 282, 995]
- canara-body: ଅତଏବ, ଉପରୋକ୍ତ ଋଣଗ୍ରହୀତା/ବନ୍ଧକଦାତା/ଜାମିନ୍‌ଦାରମାନଙ୍କୁ ଏତଦ୍ୱାରା ଏହି ନୋଟିସ୍ ପ୍ରକାଶନର ୬୦ ଦିନ ମଧ୍ୟରେ ଉପରୋକ୍ତ ବକେୟା ରାଶି ସହିତ ସୁଧ ଓ ଖର୍ଚ୍ଚ ପରିଶୋଧ କରିବାକୁ କୁହାଯାଉଛି, ଅନ୍ୟଥା ବ୍ୟାଙ୍କ ଉକ୍ତ ଆକ୍ଟର ଧାରା ୧୩(୪) ଅଧୀନରେ ସୁରକ୍ଷିତ ସମ୍ପତ୍ତି ବିରୁଦ୍ଧରେ ପଦକ୍ଷେପ ନେବାକୁ ବାଧ୍ୟ ହେବ। ଋଣଗ୍ରହୀତା/ବନ୍ଧକଦାତାମାନଙ୍କୁ ଏହା ମଧ୍ୟ ଜଣାଇ ଦିଆଯାଉଛି ଯେ ସେମାନେ ବ୍ୟାଙ୍କର ପୂର୍ବ ଲିଖିତ ଅନୁମତି ବିନା ଉପରୋକ୍ତ ସମ୍ପତ୍ତି ବିକ୍ରି, ଲିଜ କିମ୍ବା ଅନ୍ୟ କୌଣସି ପ୍ରକାରେ ହସ୍ତାନ୍ତର କରିପାରିବେ ନାହିଁ। ଋଣଗ୍ରହୀତାଙ୍କ ଦୃଷ୍ଟି ଆକ୍ଟର ଧାରା ୧୩ର ଉପଧାରା (୮) ପ୍ରତି ଆକର୍ଷଣ କରାଯାଉଛି।: [475, 662, 938, 697]
- table-cell: ୩୪୧୯୦୩୭୨୦୦୦୦୨୧: [138, 1119, 226, 1131]
- iob-gold-auction-ad: [114, 502, 466, 1311]
- branch-title: ୧୬. କେନ୍ଦ୍ରାପଡ଼ା ଶାଖା, ଫୋନ: ୭୩୫୨୫୭୬୮୦୦: [116, 1156, 465, 1169]
- column-header: ସଂରକ୍ଷିତ ମୂଲ୍ୟ / ଅମାନତ ରାଶି / ବିଡ୍ ବୃଦ୍ଧି ରାଶି: [861, 830, 941, 849]
- table-cell: ଟ.୨୦,୨୬୨/-: [367, 933, 427, 945]
- table-row: [116, 1069, 465, 1081]
- table-row: [116, 627, 465, 639]
- column-header: ସୁନା ଓଜନ (ଗ୍ରାମରେ): [427, 595, 465, 614]
- story-1: [3, 56, 538, 493]
- table-cell: ୪.: [116, 921, 138, 933]
- table-cell: ୩୩୮୧୦୩୪୬୨୦୦୦୮୩୧: [138, 921, 226, 933]
- table-cell: ୧୦୯୬୦୩୧୩୨୦୦୩୮୮୦: [138, 1206, 226, 1218]
- table-cell: ୨୨.୦୨.୨୦୨୪: [226, 1206, 282, 1218]
- table-cell: ସରୋଜ କୁମାର ସାହୁ: [282, 798, 367, 810]
- iob-notice-title: ସୁନା ନିଲାମ ବିକ୍ରୟ ବିଜ୍ଞପ୍ତି: [375, 503, 465, 547]
- table-cell: ଟ.୨୫,୦୦୦/-: [367, 773, 427, 785]
- iob-terms: ୧. ଉକ୍ତ ନିଲାମ ଦିନ ଯଦି ସରକାରୀ ଛୁଟି ଘୋଷଣା ହୁଏ, ତେବେ ନିଲାମ ପରବର୍ତ୍ତୀ କାର୍ଯ୍ୟ ଦିବସରେ ସମାନ ସମୟରେ ଅନୁଷ୍ଠିତ ହେବ। ୨. ନିଲାମରେ ଅଂଶଗ୍ରହଣ କରିବାକୁ ଇଚ୍ଛୁକ ବ୍ୟକ୍ତିମାନେ ଜମା ରାଶି ସହିତ ଫଟୋ ପରିଚୟପତ୍ର ଆଣିବା ଆବଶ୍ୟକ। ୩. ବ୍ୟାଙ୍କ କୌଣସି କାରଣ ନ ଦର୍ଶାଇ ନିଲାମ ବାତିଲ ବା ସ୍ଥଗିତ କରିବାର ଅଧିକାର ସଂରକ୍ଷଣ କରେ। ୪. ନିଲାମ ଡାକ ସର୍ବୋଚ୍ଚ ଡାକକାରୀଙ୍କୁ ସୁନା ହସ୍ତାନ୍ତର କରାଯିବ। ୫. ଋଣଗ୍ରହୀତାମାନେ ନିଲାମ ପୂର୍ବରୁ ସମ୍ପୂର୍ଣ୍ଣ ବକେୟା ପରିଶୋଧ କରି ସୁନା ଫେରସ୍ତ ନେଇପାରିବେ।: [118, 1260, 462, 1296]
